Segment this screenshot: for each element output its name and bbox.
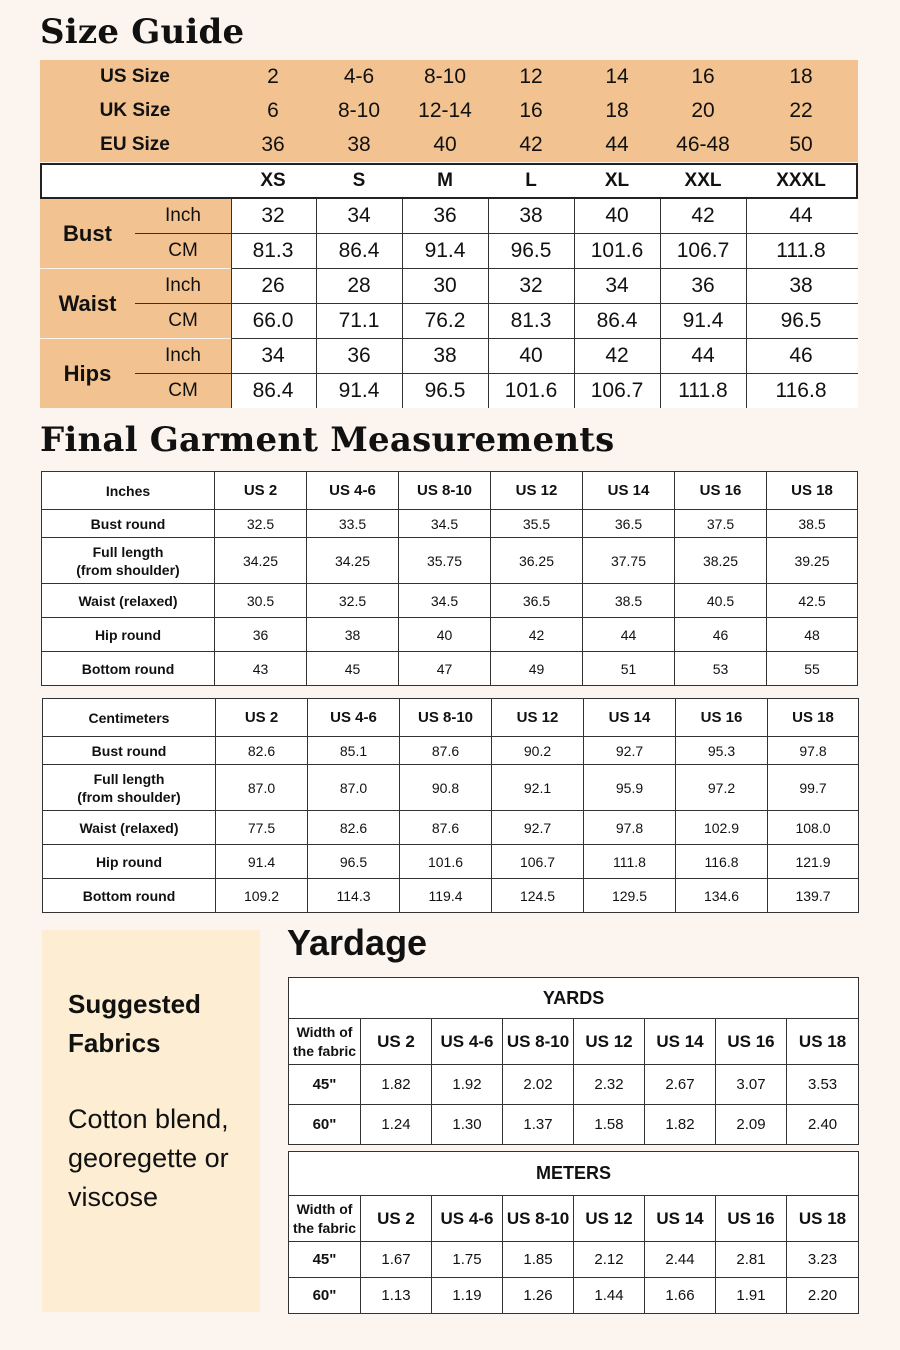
column-header: US 8-10 [400, 699, 492, 737]
row-label: 45" [289, 1065, 361, 1105]
conversion-value: 16 [691, 65, 715, 88]
row-label [43, 845, 216, 879]
table-cell: 91.4 [216, 845, 308, 879]
table-cell: 38.5 [583, 584, 675, 618]
table-cell: 46 [675, 618, 767, 652]
width-label [289, 1196, 361, 1242]
table-cell: 1.24 [361, 1105, 432, 1145]
cm-value: 116.8 [775, 379, 827, 402]
inch-value: 34 [347, 204, 371, 227]
table-cell: 90.8 [400, 765, 492, 811]
table-cell: 48 [767, 618, 858, 652]
table-cell: 34.25 [307, 538, 399, 584]
inch-value: 34 [605, 274, 629, 297]
letter-size: M [437, 170, 453, 191]
row-label [43, 811, 216, 845]
table-cell: 90.2 [492, 737, 584, 765]
table-cell: 30.5 [215, 584, 307, 618]
table-cell: 2.32 [574, 1065, 645, 1105]
conversion-value: 18 [605, 99, 629, 122]
caption-row [289, 978, 859, 1019]
row-label-line: Full length [92, 543, 164, 560]
garment-inches-table [41, 471, 858, 686]
column-header: US 12 [574, 1196, 645, 1242]
table-cell: 139.7 [768, 879, 859, 913]
table-row [289, 1065, 859, 1105]
cm-value: 101.6 [504, 379, 558, 402]
letter-size: S [352, 170, 366, 191]
table-cell: 92.7 [584, 737, 676, 765]
conversion-value: 8-10 [423, 65, 467, 88]
column-divider [574, 199, 575, 408]
table-row [42, 538, 858, 584]
conversion-value: 46-48 [676, 133, 730, 156]
cm-value: 76.2 [424, 309, 466, 332]
row-label [42, 618, 215, 652]
conversion-value: 42 [519, 133, 543, 156]
table-cell: 1.58 [574, 1105, 645, 1145]
fabrics-heading: Suggested Fabrics [68, 989, 201, 1058]
table-row [289, 1242, 859, 1278]
table-cell: 32.5 [215, 510, 307, 538]
yardage-yards-table [288, 977, 859, 1145]
table-cell: 1.67 [361, 1242, 432, 1278]
row-label-line: Hip round [95, 853, 163, 870]
table-cell: 119.4 [400, 879, 492, 913]
table-cell: 49 [491, 652, 583, 686]
row-label: 45" [289, 1242, 361, 1278]
table-cell: 87.0 [216, 765, 308, 811]
table-cell: 40 [399, 618, 491, 652]
column-header: US 16 [676, 699, 768, 737]
table-cell: 36.25 [491, 538, 583, 584]
cm-value: 86.4 [338, 239, 380, 262]
column-header: US 8-10 [399, 472, 491, 510]
width-label-line: Width of [296, 1200, 353, 1217]
row-label [43, 737, 216, 765]
row-label: 60" [289, 1105, 361, 1145]
table-cell: 33.5 [307, 510, 399, 538]
table-cell: 43 [215, 652, 307, 686]
table-row [42, 584, 858, 618]
table-cell: 44 [583, 618, 675, 652]
table-cell: 34.25 [215, 538, 307, 584]
conversion-value: 8-10 [337, 99, 381, 122]
inch-value: 36 [347, 344, 371, 367]
conversion-label: EU Size [100, 134, 170, 155]
conversion-value: 4-6 [343, 65, 375, 88]
conversion-value: 12-14 [418, 99, 472, 122]
table-cell: 42.5 [767, 584, 858, 618]
column-header: US 16 [716, 1196, 787, 1242]
table-cell: 42 [491, 618, 583, 652]
table-cell: 95.3 [676, 737, 768, 765]
inch-value: 36 [691, 274, 715, 297]
table-cell: 85.1 [308, 737, 400, 765]
column-header: US 4-6 [432, 1196, 503, 1242]
column-header: US 14 [645, 1019, 716, 1065]
column-header: US 2 [216, 699, 308, 737]
column-header: US 4-6 [432, 1019, 503, 1065]
table-cell: 82.6 [308, 811, 400, 845]
table-cell: 124.5 [492, 879, 584, 913]
row-label [43, 879, 216, 913]
table-header-row [289, 1019, 859, 1065]
column-divider [488, 199, 489, 408]
inch-value: 42 [691, 204, 715, 227]
table-cell: 114.3 [308, 879, 400, 913]
table-row [43, 845, 859, 879]
letter-size: XL [604, 170, 630, 191]
table-cell: 1.37 [503, 1105, 574, 1145]
conversion-value: 20 [691, 99, 715, 122]
unit-cm-label: CM [168, 310, 198, 331]
inch-value: 32 [261, 204, 285, 227]
table-cell: 1.44 [574, 1278, 645, 1314]
table-cell: 95.9 [584, 765, 676, 811]
cm-value: 66.0 [252, 309, 294, 332]
column-header: US 12 [492, 699, 584, 737]
row-label [42, 510, 215, 538]
column-divider [316, 199, 317, 408]
cm-value: 91.4 [338, 379, 380, 402]
row-label [42, 584, 215, 618]
table-cell: 34.5 [399, 584, 491, 618]
table-cell: 36 [215, 618, 307, 652]
row-label-line: Waist (relaxed) [78, 592, 178, 609]
letter-size: XXL [684, 170, 722, 191]
table-cell: 1.82 [361, 1065, 432, 1105]
table-cell: 92.1 [492, 765, 584, 811]
table-cell: 3.23 [787, 1242, 859, 1278]
table-row [42, 618, 858, 652]
table-cell: 34.5 [399, 510, 491, 538]
column-header: US 2 [361, 1196, 432, 1242]
table-cell: 40.5 [675, 584, 767, 618]
table-cell: 38.5 [767, 510, 858, 538]
measurement-name: Bust [63, 221, 112, 246]
inch-value: 40 [605, 204, 629, 227]
cm-value: 111.8 [776, 239, 826, 262]
column-divider [402, 199, 403, 408]
table-cell: 96.5 [308, 845, 400, 879]
table-cell: 1.30 [432, 1105, 503, 1145]
table-cell: 2.81 [716, 1242, 787, 1278]
table-cell: 87.0 [308, 765, 400, 811]
size-guide-title: Size Guide [40, 12, 245, 52]
conversion-value: 38 [347, 133, 371, 156]
row-label: 60" [289, 1278, 361, 1314]
width-label [289, 1019, 361, 1065]
table-cell: 39.25 [767, 538, 858, 584]
column-header: US 14 [645, 1196, 716, 1242]
table-header-row [42, 472, 858, 510]
cm-value: 86.4 [252, 379, 294, 402]
cm-value: 96.5 [780, 309, 822, 332]
row-label-line: Hip round [94, 626, 162, 643]
table-row [42, 652, 858, 686]
unit-inch-label: Inch [165, 345, 201, 366]
column-header: US 8-10 [503, 1019, 574, 1065]
table-cell: 2.40 [787, 1105, 859, 1145]
table-cell: 38 [307, 618, 399, 652]
column-header: US 12 [491, 472, 583, 510]
column-header: US 2 [361, 1019, 432, 1065]
table-cell: 108.0 [768, 811, 859, 845]
unit-inch-label: Inch [165, 205, 201, 226]
conversion-value: 40 [433, 133, 457, 156]
table-cell: 129.5 [584, 879, 676, 913]
table-cell: 2.67 [645, 1065, 716, 1105]
table-cell: 134.6 [676, 879, 768, 913]
table-cell: 36.5 [491, 584, 583, 618]
letter-size: XS [260, 170, 286, 191]
row-label-line: Bottom round [82, 887, 176, 904]
measurement-name: Hips [63, 361, 112, 386]
table-corner-label: Centimeters [43, 699, 216, 737]
table-cell: 92.7 [492, 811, 584, 845]
row-label-line: Full length [93, 770, 165, 787]
table-cell: 1.82 [645, 1105, 716, 1145]
table-cell: 3.07 [716, 1065, 787, 1105]
table-row [43, 765, 859, 811]
table-row [43, 879, 859, 913]
table-cell: 87.6 [400, 737, 492, 765]
cm-value: 91.4 [424, 239, 466, 262]
letter-size: L [525, 170, 537, 191]
inch-value: 34 [261, 344, 285, 367]
cm-value: 81.3 [510, 309, 552, 332]
unit-inch-label: Inch [165, 275, 201, 296]
table-cell: 1.19 [432, 1278, 503, 1314]
table-cell: 97.8 [584, 811, 676, 845]
conversion-value: 50 [789, 133, 813, 156]
conversion-value: 16 [519, 99, 543, 122]
table-cell: 45 [307, 652, 399, 686]
column-header: US 14 [584, 699, 676, 737]
inch-value: 46 [789, 344, 813, 367]
inch-value: 38 [433, 344, 457, 367]
table-cell: 47 [399, 652, 491, 686]
column-header: US 18 [787, 1196, 859, 1242]
letter-size: XXXL [776, 170, 826, 191]
table-row [43, 811, 859, 845]
row-label-line: (from shoulder) [76, 561, 180, 578]
table-cell: 101.6 [400, 845, 492, 879]
column-header: US 4-6 [307, 472, 399, 510]
column-header: US 12 [574, 1019, 645, 1065]
table-cell: 35.75 [399, 538, 491, 584]
table-cell: 1.92 [432, 1065, 503, 1105]
table-row [289, 1105, 859, 1145]
cm-value: 91.4 [682, 309, 724, 332]
measurement-name: Waist [58, 291, 117, 316]
table-cell: 2.09 [716, 1105, 787, 1145]
column-header: US 18 [787, 1019, 859, 1065]
table-cell: 97.2 [676, 765, 768, 811]
garment-title: Final Garment Measurements [40, 420, 615, 460]
conversion-label: UK Size [99, 100, 171, 121]
column-header: US 16 [716, 1019, 787, 1065]
table-cell: 121.9 [768, 845, 859, 879]
row-label [42, 652, 215, 686]
conversion-value: 18 [789, 65, 813, 88]
conversion-value: 44 [605, 133, 629, 156]
column-divider [231, 199, 232, 408]
row-label [42, 538, 215, 584]
table-cell: 35.5 [491, 510, 583, 538]
column-header: US 4-6 [308, 699, 400, 737]
cm-value: 71.1 [338, 309, 380, 332]
conversion-value: 36 [261, 133, 285, 156]
width-label-line: the fabric [292, 1219, 356, 1236]
table-row [43, 737, 859, 765]
conversion-value: 2 [267, 65, 279, 88]
conversion-value: 12 [519, 65, 543, 88]
cm-value: 86.4 [596, 309, 638, 332]
cm-value: 81.3 [252, 239, 294, 262]
table-cell: 2.12 [574, 1242, 645, 1278]
table-cell: 77.5 [216, 811, 308, 845]
column-header: US 2 [215, 472, 307, 510]
cm-value: 111.8 [678, 379, 728, 402]
conversion-value: 22 [789, 99, 813, 122]
table-cell: 2.02 [503, 1065, 574, 1105]
table-cell: 32.5 [307, 584, 399, 618]
table-cell: 3.53 [787, 1065, 859, 1105]
inch-value: 42 [605, 344, 629, 367]
table-cell: 82.6 [216, 737, 308, 765]
table-row [289, 1278, 859, 1314]
table-cell: 2.20 [787, 1278, 859, 1314]
row-label [43, 765, 216, 811]
unit-cm-label: CM [168, 380, 198, 401]
cm-value: 96.5 [424, 379, 466, 402]
caption-row [289, 1152, 859, 1196]
column-header: US 18 [768, 699, 859, 737]
table-cell: 38.25 [675, 538, 767, 584]
width-label-line: Width of [296, 1023, 353, 1040]
fabrics-text: Cotton blend, georegette or viscose [68, 1104, 229, 1212]
table-cell: 106.7 [492, 845, 584, 879]
inch-value: 44 [691, 344, 715, 367]
width-label-line: the fabric [292, 1042, 356, 1059]
unit-cm-label: CM [168, 240, 198, 261]
table-cell: 102.9 [676, 811, 768, 845]
table-cell: 1.26 [503, 1278, 574, 1314]
cm-value: 96.5 [510, 239, 552, 262]
column-header: US 8-10 [503, 1196, 574, 1242]
table-cell: 99.7 [768, 765, 859, 811]
table-cell: 111.8 [584, 845, 676, 879]
inch-value: 30 [433, 274, 457, 297]
column-header: US 14 [583, 472, 675, 510]
table-cell: 1.13 [361, 1278, 432, 1314]
table-cell: 116.8 [676, 845, 768, 879]
table-cell: 1.85 [503, 1242, 574, 1278]
row-label-line: (from shoulder) [77, 788, 181, 805]
conversion-value: 6 [267, 99, 279, 122]
table-cell: 36.5 [583, 510, 675, 538]
table-corner-label: Inches [42, 472, 215, 510]
row-label-line: Waist (relaxed) [79, 819, 179, 836]
column-header: US 16 [675, 472, 767, 510]
cm-value: 101.6 [590, 239, 644, 262]
garment-centimeters-table [42, 698, 859, 913]
table-header-row [289, 1196, 859, 1242]
yardage-meters-table [288, 1151, 859, 1314]
table-cell: 37.75 [583, 538, 675, 584]
inch-value: 44 [789, 204, 813, 227]
table-cell: 55 [767, 652, 858, 686]
row-label-line: Bottom round [81, 660, 175, 677]
conversion-value: 14 [605, 65, 629, 88]
table-cell: 97.8 [768, 737, 859, 765]
cm-value: 106.7 [676, 239, 730, 262]
inch-value: 40 [519, 344, 543, 367]
inch-value: 28 [347, 274, 371, 297]
table-cell: 1.91 [716, 1278, 787, 1314]
inch-value: 26 [261, 274, 285, 297]
yardage-title: Yardage [287, 922, 428, 963]
column-divider [660, 199, 661, 408]
table-cell: 37.5 [675, 510, 767, 538]
table-header-row [43, 699, 859, 737]
size-guide-table [0, 0, 900, 420]
table-row [42, 510, 858, 538]
row-label-line: Bust round [91, 742, 167, 759]
table-cell: 51 [583, 652, 675, 686]
inch-value: 32 [519, 274, 543, 297]
conversion-label: US Size [100, 66, 170, 87]
inch-value: 38 [519, 204, 543, 227]
table-cell: 109.2 [216, 879, 308, 913]
table-cell: 87.6 [400, 811, 492, 845]
column-header: US 18 [767, 472, 858, 510]
inch-value: 38 [789, 274, 813, 297]
column-divider [746, 199, 747, 408]
row-label-line: Bust round [90, 515, 166, 532]
table-cell: 2.44 [645, 1242, 716, 1278]
table-cell: 53 [675, 652, 767, 686]
inch-value: 36 [433, 204, 457, 227]
cm-value: 106.7 [590, 379, 644, 402]
table-cell: 1.75 [432, 1242, 503, 1278]
table-caption: YARDS [289, 978, 859, 1019]
table-caption: METERS [289, 1152, 859, 1196]
table-cell: 1.66 [645, 1278, 716, 1314]
